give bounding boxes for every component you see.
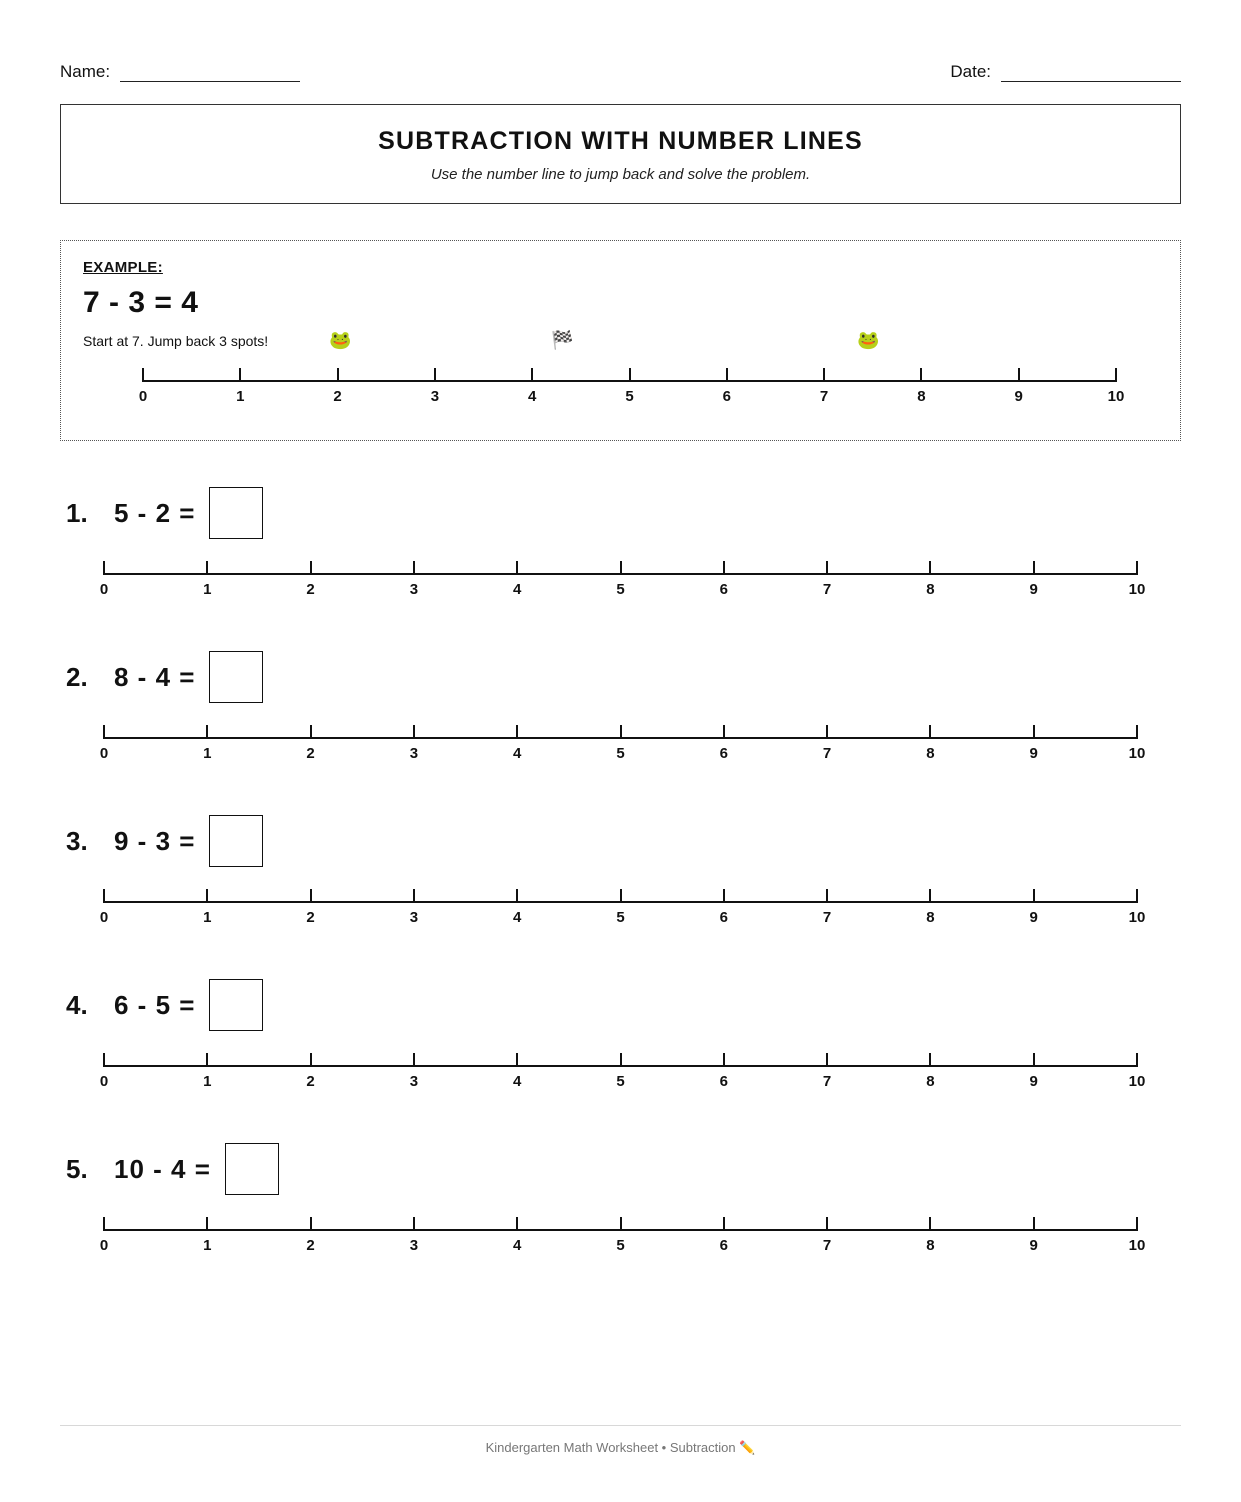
number-line-label: 0 xyxy=(99,1073,109,1090)
number-line-tick xyxy=(103,561,105,575)
number-line-tick xyxy=(826,561,828,575)
number-line-label: 8 xyxy=(926,1073,935,1090)
number-line-label: 1 xyxy=(236,388,245,405)
number-line-tick xyxy=(929,889,931,903)
number-line-tick xyxy=(142,368,144,382)
answer-box[interactable] xyxy=(225,1143,279,1195)
number-line-tick xyxy=(206,1053,208,1067)
number-line-label: 4 xyxy=(513,581,522,598)
number-line-label: 8 xyxy=(917,388,926,405)
number-line-label: 6 xyxy=(719,745,728,762)
number-line-tick xyxy=(310,1053,312,1067)
number-line-tick xyxy=(413,1217,415,1231)
number-line-label: 3 xyxy=(409,909,419,926)
problem-equation: 5 - 2 = xyxy=(114,497,196,528)
date-write-line[interactable] xyxy=(1001,65,1181,82)
problem-number: 3. xyxy=(66,825,88,856)
number-line-label: 9 xyxy=(1029,745,1038,762)
number-line-label: 4 xyxy=(528,388,537,405)
number-line-label: 0 xyxy=(99,581,109,598)
number-line-label: 8 xyxy=(926,745,935,762)
date-field-group xyxy=(950,62,1181,82)
problem-number-line xyxy=(99,725,1146,777)
problem-number: 4. xyxy=(66,989,88,1020)
problem-number-line xyxy=(99,1053,1146,1105)
number-line-label: 9 xyxy=(1029,581,1038,598)
number-line-label: 6 xyxy=(719,1073,728,1090)
number-line-label: 10 xyxy=(1128,909,1146,926)
number-line-tick xyxy=(723,561,725,575)
number-line-label: 7 xyxy=(822,909,832,926)
number-line-label: 4 xyxy=(513,745,522,762)
number-line-label: 10 xyxy=(1128,1237,1146,1254)
number-line-label: 7 xyxy=(822,1073,832,1090)
page-title: SUBTRACTION WITH NUMBER LINES xyxy=(378,127,863,155)
number-line-tick xyxy=(531,368,533,382)
title-box xyxy=(60,104,1181,204)
number-line-tick xyxy=(723,725,725,739)
number-line-tick xyxy=(826,725,828,739)
number-line-tick xyxy=(620,561,622,575)
number-line-tick xyxy=(620,1053,622,1067)
number-line-tick xyxy=(310,725,312,739)
number-line-tick xyxy=(1018,368,1020,382)
number-line-label: 5 xyxy=(616,909,625,926)
problem-item xyxy=(60,975,1181,1105)
number-line-tick xyxy=(413,1053,415,1067)
number-line-tick xyxy=(723,1217,725,1231)
number-line-tick xyxy=(620,1217,622,1231)
problem-item xyxy=(60,811,1181,941)
number-line-tick xyxy=(620,725,622,739)
example-label: EXAMPLE: xyxy=(83,259,163,276)
number-line-tick xyxy=(1136,561,1138,575)
number-line-tick xyxy=(1033,561,1035,575)
date-label: Date: xyxy=(950,62,991,81)
number-line-tick xyxy=(516,725,518,739)
number-line-label: 1 xyxy=(203,745,212,762)
number-line-label: 2 xyxy=(333,388,342,405)
problem-row xyxy=(60,975,1181,1035)
number-line-label: 6 xyxy=(719,1237,728,1254)
number-line-tick xyxy=(1033,725,1035,739)
number-line-label: 1 xyxy=(203,1073,212,1090)
number-line-tick xyxy=(629,368,631,382)
problem-number: 1. xyxy=(66,497,88,528)
name-field-group xyxy=(60,62,300,82)
number-line-label: 3 xyxy=(409,1237,419,1254)
problem-equation: 9 - 3 = xyxy=(114,825,196,856)
number-line-tick xyxy=(826,1217,828,1231)
number-line-label: 7 xyxy=(819,388,829,405)
number-line-label: 0 xyxy=(99,745,109,762)
number-line-label: 6 xyxy=(719,581,728,598)
number-line-label: 5 xyxy=(616,581,625,598)
number-line-tick xyxy=(826,889,828,903)
number-line-tick xyxy=(206,725,208,739)
number-line-tick xyxy=(726,368,728,382)
number-line-label: 5 xyxy=(616,745,625,762)
number-line-label: 5 xyxy=(616,1237,625,1254)
number-line-tick xyxy=(413,889,415,903)
problem-equation: 6 - 5 = xyxy=(114,989,196,1020)
number-line-tick xyxy=(103,1053,105,1067)
number-line-label: 4 xyxy=(513,909,522,926)
number-line-tick xyxy=(929,561,931,575)
number-line-label: 0 xyxy=(99,909,109,926)
number-line-tick xyxy=(1136,889,1138,903)
frog-landing-icon: 🐸 xyxy=(857,330,880,350)
answer-box[interactable] xyxy=(209,815,263,867)
number-line-label: 6 xyxy=(722,388,731,405)
number-line-label: 2 xyxy=(306,1237,315,1254)
number-line-tick xyxy=(826,1053,828,1067)
number-line-tick xyxy=(1115,368,1117,382)
number-line-tick xyxy=(206,1217,208,1231)
number-line-label: 9 xyxy=(1029,1073,1038,1090)
number-line-tick xyxy=(434,368,436,382)
number-line-tick xyxy=(723,1053,725,1067)
problem-item xyxy=(60,647,1181,777)
number-line-label: 2 xyxy=(306,745,315,762)
number-line-tick xyxy=(239,368,241,382)
number-line-label: 5 xyxy=(616,1073,625,1090)
number-line-label: 2 xyxy=(306,1073,315,1090)
example-equation: 7 - 3 = 4 xyxy=(83,286,199,319)
number-line-tick xyxy=(310,561,312,575)
answer-box[interactable] xyxy=(209,651,263,703)
problem-item xyxy=(60,1139,1181,1269)
example-number-line xyxy=(138,368,1125,420)
problem-list xyxy=(60,483,1181,1269)
number-line-label: 6 xyxy=(719,909,728,926)
name-label: Name: xyxy=(60,62,111,81)
problem-number: 2. xyxy=(66,661,88,692)
number-line-tick xyxy=(103,725,105,739)
number-line-label: 9 xyxy=(1029,1237,1038,1254)
number-line-label: 3 xyxy=(430,388,440,405)
number-line-label: 4 xyxy=(513,1237,522,1254)
number-line-tick xyxy=(413,725,415,739)
number-line-tick xyxy=(413,561,415,575)
footer xyxy=(60,1425,1181,1456)
number-line-tick xyxy=(103,1217,105,1231)
number-line-label: 10 xyxy=(1128,1073,1146,1090)
number-line-label: 10 xyxy=(1128,581,1146,598)
problem-number-line xyxy=(99,889,1146,941)
name-date-row xyxy=(60,46,1181,82)
problem-number-line xyxy=(99,561,1146,613)
number-line-label: 8 xyxy=(926,1237,935,1254)
number-line-label: 1 xyxy=(203,581,212,598)
problem-equation: 10 - 4 = xyxy=(114,1153,211,1184)
number-line-label: 0 xyxy=(99,1237,109,1254)
number-line-tick xyxy=(516,889,518,903)
number-line-tick xyxy=(103,889,105,903)
number-line-label: 8 xyxy=(926,909,935,926)
number-line-label: 0 xyxy=(138,388,148,405)
number-line-tick xyxy=(823,368,825,382)
number-line-label: 1 xyxy=(203,1237,212,1254)
number-line-tick xyxy=(1033,1217,1035,1231)
number-line-tick xyxy=(516,561,518,575)
number-line-label: 7 xyxy=(822,581,832,598)
answer-box[interactable] xyxy=(209,979,263,1031)
number-line-label: 7 xyxy=(822,1237,832,1254)
number-line-tick xyxy=(1136,1217,1138,1231)
number-line-tick xyxy=(620,889,622,903)
number-line-label: 10 xyxy=(1107,388,1125,405)
number-line-tick xyxy=(1033,1053,1035,1067)
problem-row xyxy=(60,483,1181,543)
example-box xyxy=(60,240,1181,441)
problem-row xyxy=(60,1139,1181,1199)
number-line-tick xyxy=(929,1053,931,1067)
number-line-tick xyxy=(929,1217,931,1231)
number-line-label: 4 xyxy=(513,1073,522,1090)
name-write-line[interactable] xyxy=(120,65,300,82)
problem-equation: 8 - 4 = xyxy=(114,661,196,692)
answer-box[interactable] xyxy=(209,487,263,539)
page-subtitle: Use the number line to jump back and solve the problem. xyxy=(430,166,811,183)
number-line-label: 3 xyxy=(409,1073,419,1090)
number-line-label: 8 xyxy=(926,581,935,598)
problem-number-line xyxy=(99,1217,1146,1269)
number-line-label: 10 xyxy=(1128,745,1146,762)
problem-row xyxy=(60,811,1181,871)
number-line-label: 2 xyxy=(306,909,315,926)
number-line-tick xyxy=(929,725,931,739)
number-line-tick xyxy=(516,1053,518,1067)
example-hint-row xyxy=(83,330,1158,358)
number-line-tick xyxy=(920,368,922,382)
number-line-label: 3 xyxy=(409,581,419,598)
pencil-icon: ✏️ xyxy=(739,1440,756,1455)
number-line-tick xyxy=(1136,725,1138,739)
number-line-tick xyxy=(206,561,208,575)
number-line-tick xyxy=(337,368,339,382)
number-line-label: 9 xyxy=(1014,388,1023,405)
number-line-tick xyxy=(1136,1053,1138,1067)
frog-icon: 🐸 xyxy=(329,330,352,350)
number-line-tick xyxy=(310,889,312,903)
number-line-tick xyxy=(206,889,208,903)
problem-number: 5. xyxy=(66,1153,88,1184)
number-line-label: 1 xyxy=(203,909,212,926)
footer-text: Kindergarten Math Worksheet • Subtraction xyxy=(485,1440,736,1455)
number-line-tick xyxy=(1033,889,1035,903)
number-line-label: 5 xyxy=(625,388,634,405)
number-line-tick xyxy=(723,889,725,903)
problem-item xyxy=(60,483,1181,613)
number-line-tick xyxy=(310,1217,312,1231)
number-line-label: 2 xyxy=(306,581,315,598)
number-line-label: 9 xyxy=(1029,909,1038,926)
number-line-label: 3 xyxy=(409,745,419,762)
problem-row xyxy=(60,647,1181,707)
checkered-flag-icon: 🏁 xyxy=(551,330,574,350)
number-line-tick xyxy=(516,1217,518,1231)
number-line-label: 7 xyxy=(822,745,832,762)
example-hint-text: Start at 7. Jump back 3 spots! xyxy=(83,333,269,349)
